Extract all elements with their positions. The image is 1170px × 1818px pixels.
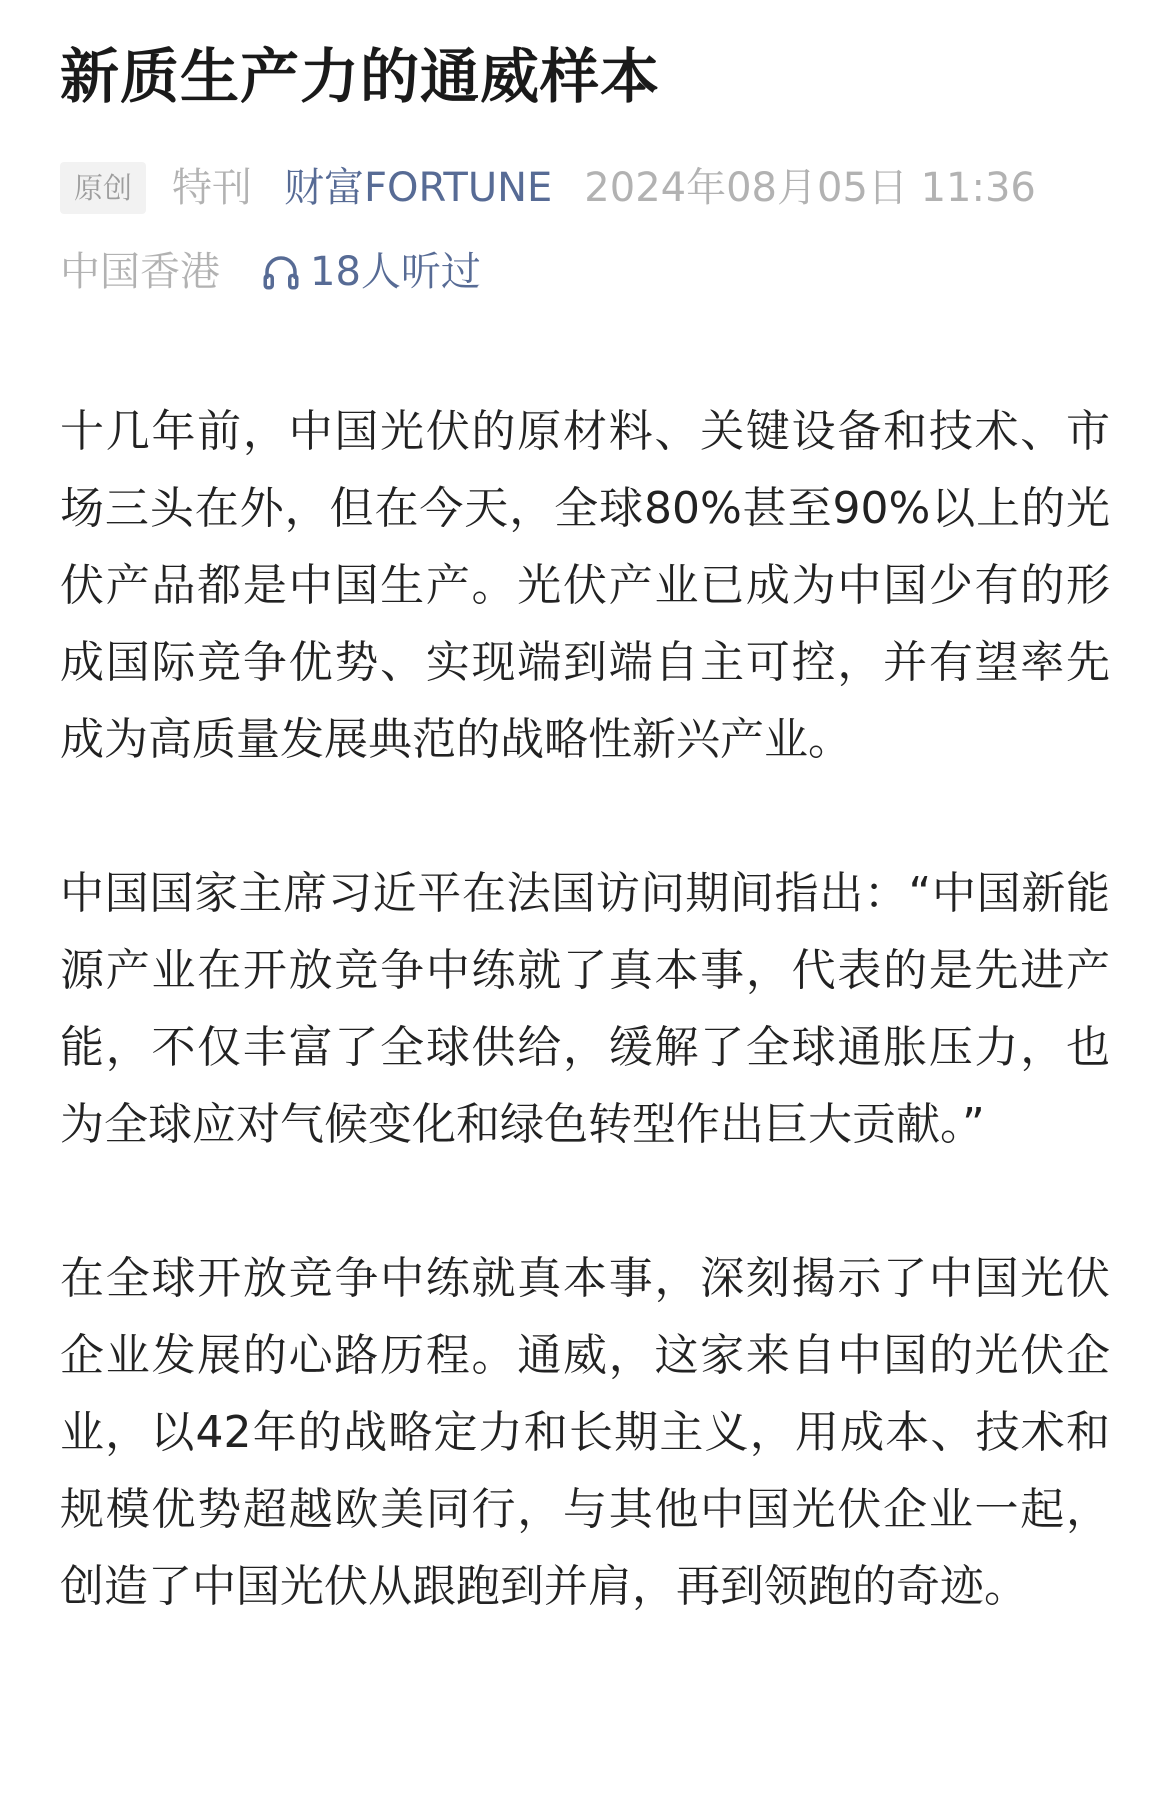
publish-location: 中国香港	[60, 249, 220, 295]
article-title: 新质生产力的通威样本	[60, 42, 661, 111]
publish-date: 2024年08月05日 11:36	[584, 165, 1036, 211]
meta-row-primary	[60, 162, 1110, 214]
article-tag: 特刊	[172, 165, 253, 211]
author-link[interactable]: 财富FORTUNE	[284, 165, 553, 211]
listen-count: 18人听过	[310, 249, 481, 295]
article-content	[60, 393, 1110, 1625]
article-meta	[60, 162, 1110, 298]
paragraph: 中国国家主席习近平在法国访问期间指出：“中国新能源产业在开放竞争中练就了真本事，代表的是先进产能，不仅丰富了全球供给，缓解了全球通胀压力，也为全球应对气候变化和绿色转型作出巨大贡献。”	[60, 868, 1110, 1150]
listen-button[interactable]	[260, 246, 481, 298]
paragraph: 十几年前，中国光伏的原材料、关键设备和技术、市场三头在外，但在今天，全球80%甚至90%以上的光伏产品都是中国生产。光伏产业已成为中国少有的形成国际竞争优势、实现端到端自主可控，并有望率先成为高质量发展典范的战略性新兴产业。	[60, 406, 1110, 765]
original-badge: 原创	[60, 162, 146, 214]
meta-row-secondary	[60, 246, 1110, 298]
headphones-icon	[260, 251, 302, 293]
paragraph: 在全球开放竞争中练就真本事，深刻揭示了中国光伏企业发展的心路历程。通威，这家来自中国的光伏企业，以42年的战略定力和长期主义，用成本、技术和规模优势超越欧美同行，与其他中国光伏企业一起，创造了中国光伏从跟跑到并肩，再到领跑的奇迹。	[60, 1253, 1110, 1612]
